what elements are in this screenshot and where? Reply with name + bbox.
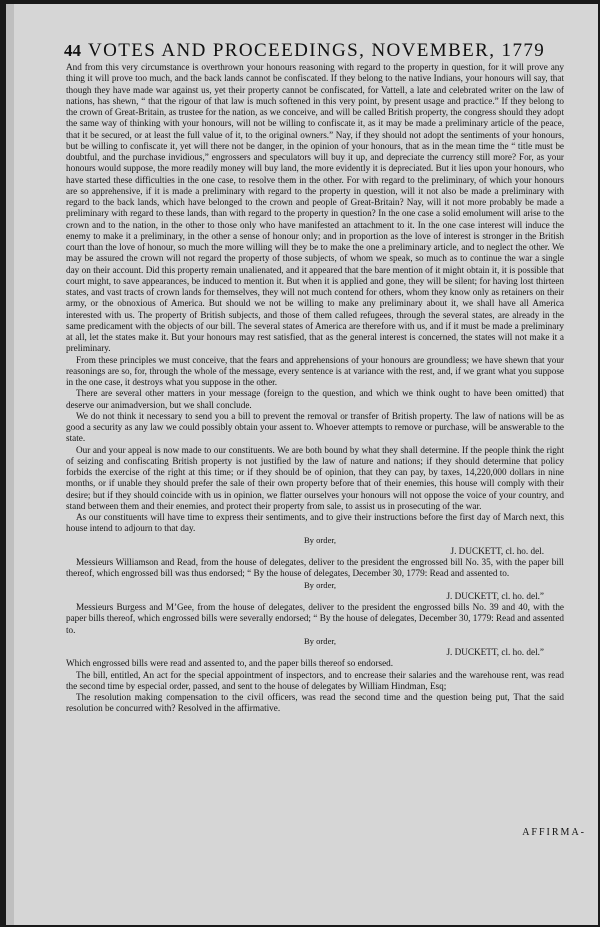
paragraph: Which engrossed bills were read and assented to, and the paper bills thereof so endorsed. <box>66 658 394 669</box>
document-page <box>6 4 598 925</box>
paragraph: Messieurs Burgess and M’Gee, from the house of delegates, deliver to the president the engrossed bills No. 39 and 40, with the paper bills thereof, which engrossed bills were severally endorsed; “ By the house of delegates, December 30, 1779: Read and assented to. <box>66 602 564 635</box>
by-order-line: By order, <box>303 579 337 590</box>
page-number: 44 <box>64 41 81 60</box>
clerk-signature: J. DUCKETT, cl. ho. del.” <box>446 590 544 601</box>
clerk-signature: J. DUCKETT, cl. ho. del.” <box>446 647 544 657</box>
page-header <box>64 41 584 61</box>
binding-edge <box>6 4 14 925</box>
by-order-line: By order, <box>303 635 337 646</box>
paragraph: The resolution making compensation to the civil officers, was read the second time and the question being put, That the said resolution be concurred with? Resolved in the affirmative. <box>66 692 564 714</box>
clerk-signature: J. DUCKETT, cl. ho. del. <box>450 545 544 556</box>
catchword: AFFIRMA- <box>522 827 586 838</box>
paragraph: We do not think it necessary to send you a bill to prevent the removal or transfer of British property. The law of nations will be as good a security as any law we could possibly obtain your assent to. Whoever attempts to remove or purchase, will be answerable to the state. <box>66 410 564 444</box>
paragraph: As our constituents will have time to express their sentiments, and to give their instructions before the first day of March next, this house intend to adjourn to that day. <box>66 512 564 534</box>
paragraph: The bill, entitled, An act for the special appointment of inspectors, and to encrease their salaries and the warehouse rent, was read the second time by especial order, passed, and sent to the house of delegates by William Hindman, Esq; <box>66 669 564 691</box>
by-order-line: By order, <box>303 534 337 545</box>
paragraph: Messieurs Williamson and Read, from the house of delegates, deliver to the president the engrossed bill No. 35, with the paper bill thereof, which engrossed bill was thus endorsed; “ By the house of delegates, December 30, 1779: Read and assented to. <box>66 557 564 579</box>
paragraph: Our and your appeal is now made to our constituents. We are both bound by what they shall determine. If the people think the right of seizing and confiscating British property is not justified by the law of nature and nations; if they should determine that policy forbids the exercise of the right at this time; or if they should be of opinion, that they can pay, by taxes, 14,220,000 dollars in nine months, or if unable they should prefer the sale of their own property before that of their enemies, this house will comply with their desire; but if they should coincide with us in opinion, we flatter ourselves your honours will not oppose the voice of your country, and stand between them and their enemies, and protect their property from sale, to assist us in prosecuting of the war. <box>66 444 564 511</box>
body-text <box>66 62 564 715</box>
running-title: VOTES AND PROCEEDINGS, NOVEMBER, 1779 <box>88 40 546 61</box>
paragraph: From these principles we must conceive, that the fears and apprehensions of your honours are groundless; we have shewn that your reasonings are so, for, through the whole of the message, every sentence is at variance with the rest, and, if we grant what you suppose in the one case, it destroys what you suppose in the other. <box>66 354 564 387</box>
paragraph: And from this very circumstance is overthrown your honours reasoning with regard to the property in question, for it will prove any thing it will prove too much, and the back lands cannot be confiscated. If they belong to the native Indians, your honours will say, that though they have made war against us, yet their property cannot be confiscated, for Vattell, a late and celebrated writer on the law of nations, has shewn, “ that the rigour of that law is much softened in this very point, by present usage and practice.” If they belong to the crown of Great-Britain, as trustee for the nation, as we conceive, and will be called British property, the congress should they adopt the same way of thinking with your honours, will not be willing to confiscate it, as it may be made a preliminary article of the peace, that it be secured, or at least the full value of it, to the original owners.” Nay, if they should not adopt the sentiments of your honours, but be willing to confiscate it, yet will there not be danger, in the opinion of your honours, that as in the mean time the “ title must be doubtful, and the purchase invidious,” engrossers and speculators will buy it up, and depreciate the currency still more? For, as your honours would suppose, the more readily money will buy land, the more evidently it is depreciated. But it lies upon your honours, who have started these difficulties in the one case, to resolve them in the other. For with regard to the preliminary, of which your honours are so apprehensive, if it is made a preliminary with regard to the property in question, will it not also be made a preliminary with regard to the back lands, which have belonged to the crown and people of Great-Britain? Nay, will it not more probably be made a preliminary with regard to these lands, than with regard to the property in question? In the one case a solid emolument will arise to the crown and to the nation, in the other to those only who have manifested an attachment to it. In the one case interest will induce the enemy to make it a preliminary, in the other a sense of honour only; and in proportion as the love of interest is stronger in the British court than the love of honour, so much the more willing will they be to make the one a preliminary article, and to neglect the other. We may be assured the crown will not regard the property of those subjects, of whom we speak, so much as to continue the war a single day on their account. Did this property remain unalienated, and it appeared that the bare mention of it might obtain it, it is possible that court might, to save appearances, be induced to mention it. But when it is applied and gone, they will be silent; for having lost thirteen states, and vast tracts of crown lands for themselves, they will not much contend for others, whom they know only as retainers on their army, or the obnoxious of America. But should we not be willing to make any preliminary about it, we shall have all America interested with us. The property of British subjects, and those of them called refugees, through the several states, are already in the same predicament with the objects of our bill. The several states of America are therefore with us, and if it must be made a preliminary at all, let the states make it. But your honours may rest satisfied, that as the general interest is concerned, the states will not make it a preliminary. <box>66 62 564 354</box>
paragraph: There are several other matters in your message (foreign to the question, and which we think ought to have been omitted) that deserve our animadversion, but we shall conclude. <box>66 388 564 410</box>
